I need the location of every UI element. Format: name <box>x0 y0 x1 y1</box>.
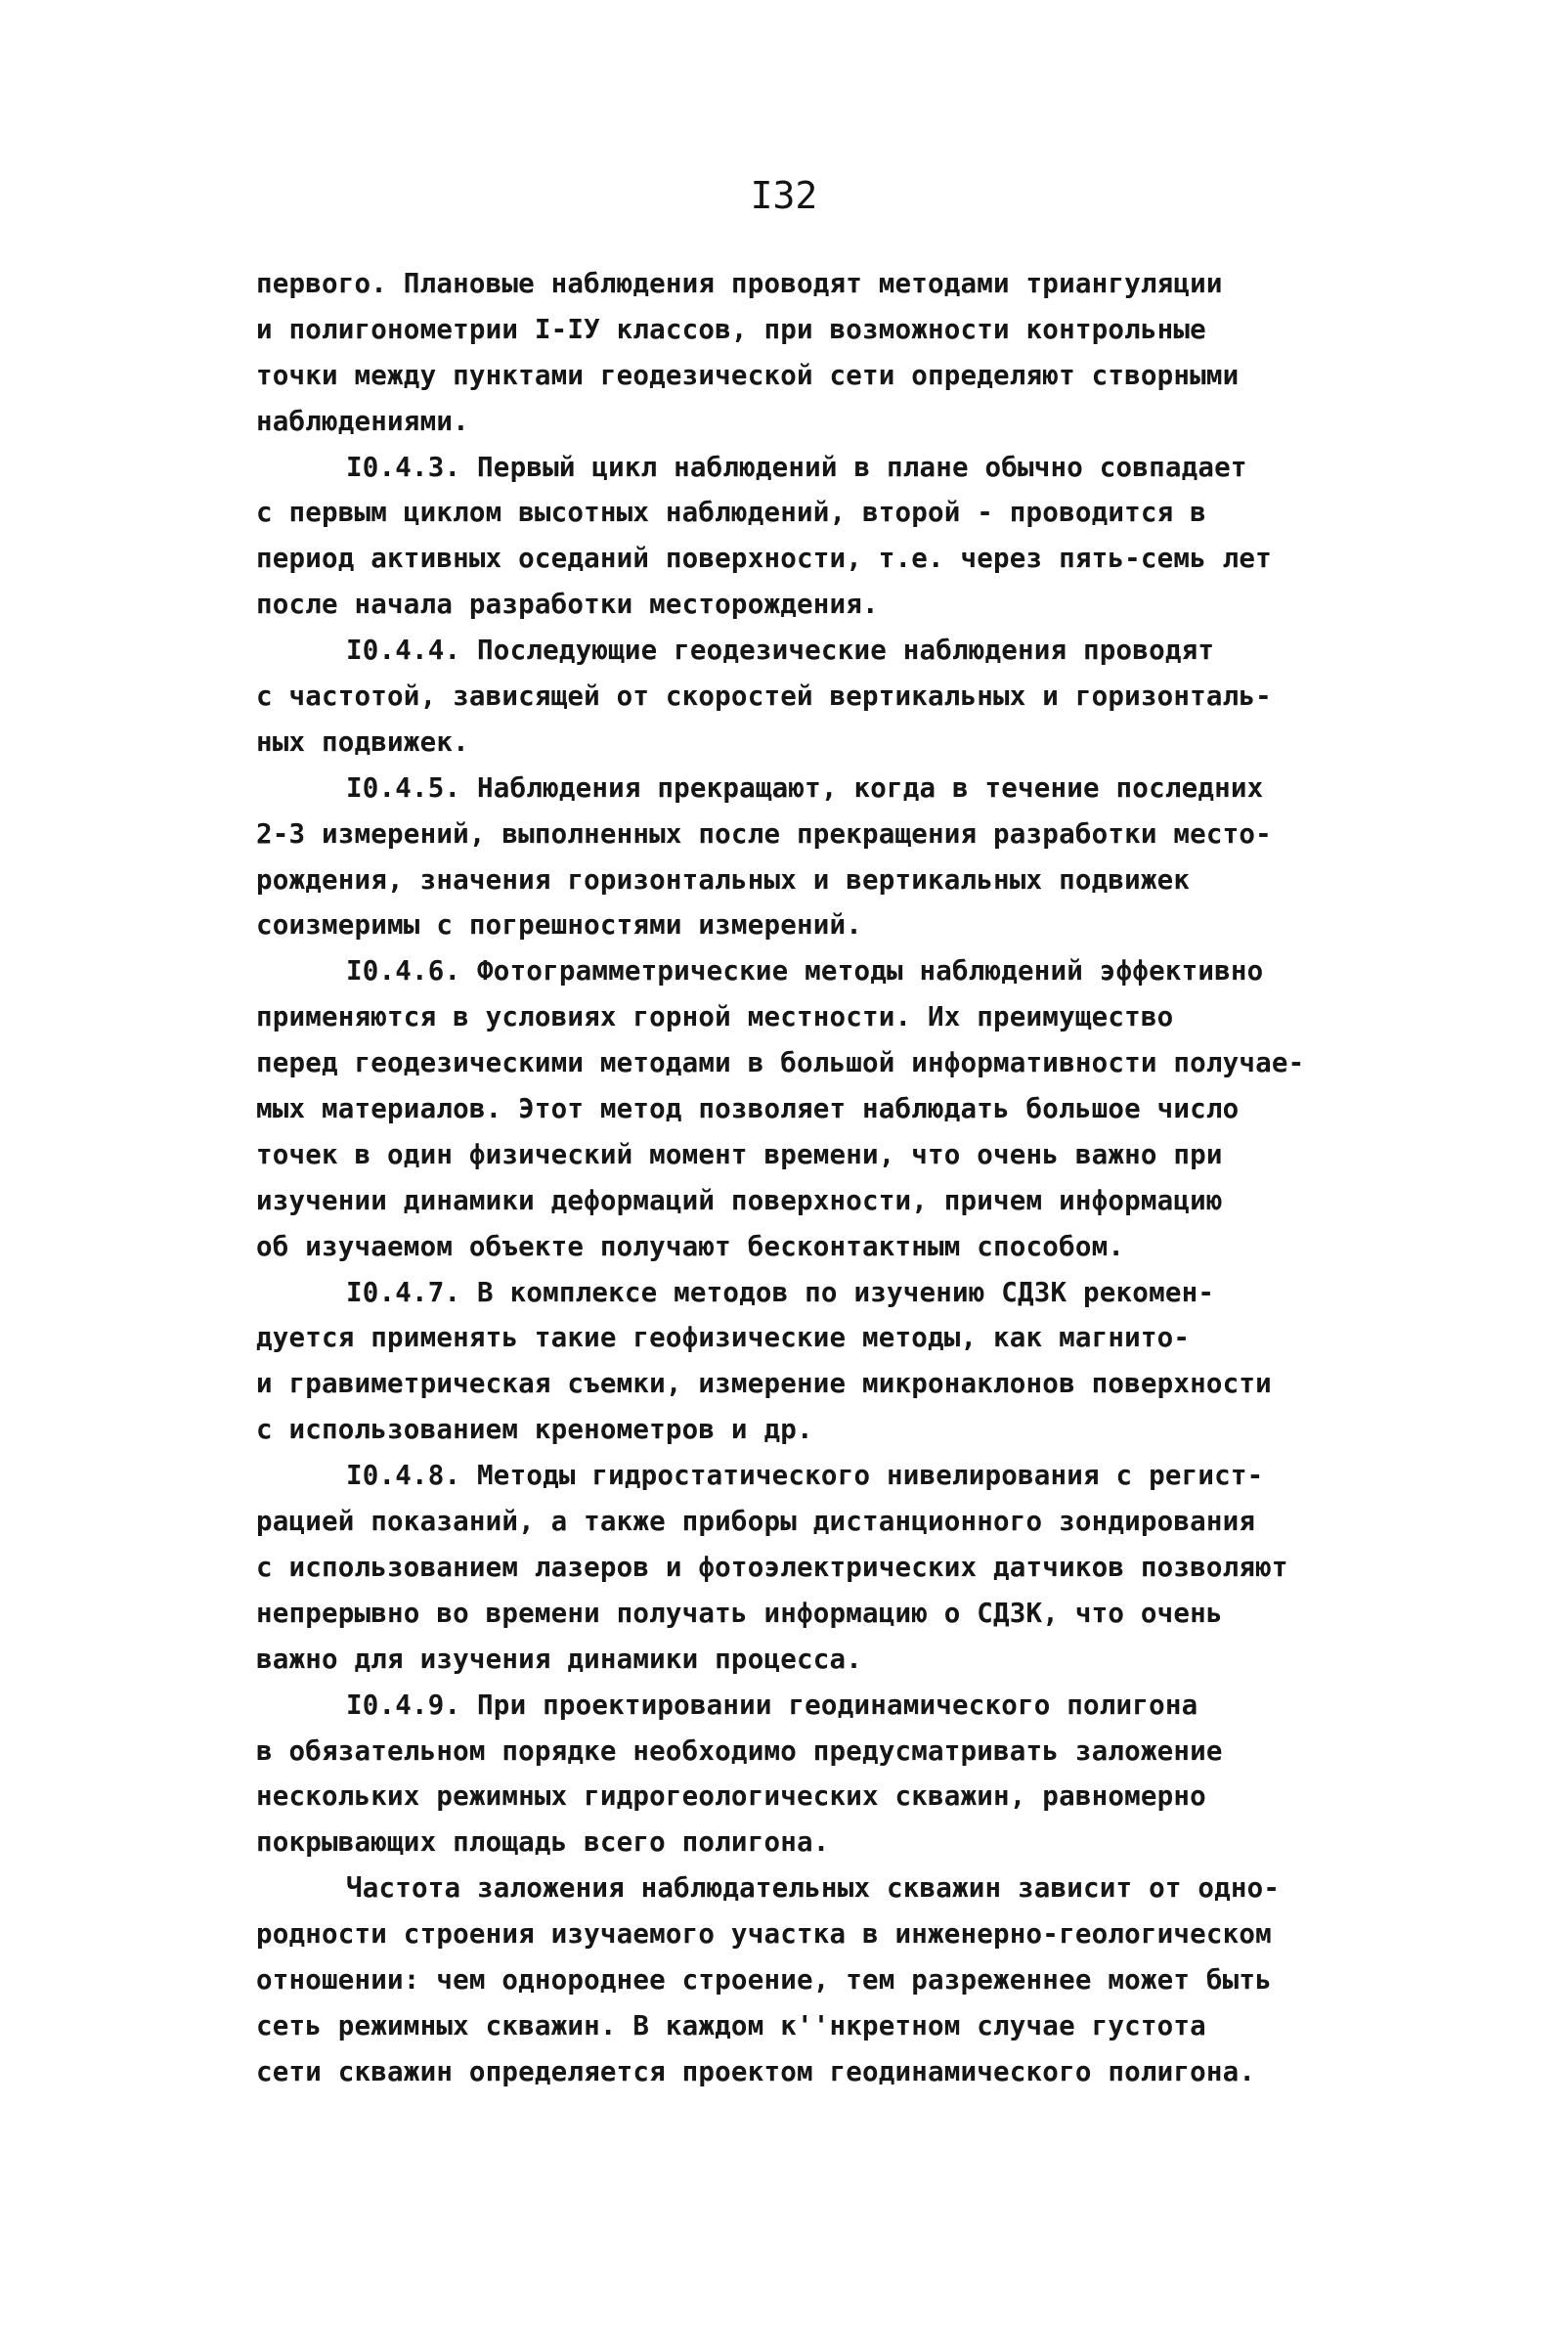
text-line: 2-3 измерений, выполненных после прекращения разработки место- <box>256 817 1272 850</box>
text-line: с частотой, зависящей от скоростей вертикальных и горизонталь- <box>256 680 1272 713</box>
text-line: важно для изучения динамики процесса. <box>256 1643 862 1675</box>
text-line: I0.4.3. Первый цикл наблюдений в плане обычно совпадает <box>346 451 1247 483</box>
text-line: нескольких режимных гидрогеологических скважин, равномерно <box>256 1780 1206 1813</box>
text-line: точки между пунктами геодезической сети определяют створными <box>256 359 1240 391</box>
text-line: соизмеримы с погрешностями измерений. <box>256 909 862 942</box>
text-line: сеть режимных скважин. В каждом к''нкретном случае густота <box>256 2009 1206 2041</box>
text-line: точек в один физический момент времени, что очень важно при <box>256 1138 1223 1170</box>
text-line: непрерывно во времени получать информацию о СДЗК, что очень <box>256 1597 1223 1629</box>
text-line: первого. Плановые наблюдения проводят методами триангуляции <box>256 268 1223 299</box>
text-line: I0.4.9. При проектировании геодинамического полигона <box>346 1689 1198 1721</box>
text-line: рождения, значения горизонтальных и вертикальных подвижек <box>256 863 1191 896</box>
text-line: I0.4.4. Последующие геодезические наблюдения проводят <box>346 635 1215 667</box>
text-line: рацией показаний, а также приборы дистанционного зондирования <box>256 1506 1256 1538</box>
text-line: I0.4.5. Наблюдения прекращают, когда в течение последних <box>346 771 1264 804</box>
text-line: покрывающих площадь всего полигона. <box>256 1826 830 1859</box>
page-number: I32 <box>750 174 818 217</box>
text-line: I0.4.7. В комплексе методов по изучению СДЗК рекомен- <box>346 1276 1215 1308</box>
text-line: в обязательном порядке необходимо предусматривать заложение <box>256 1734 1223 1767</box>
text-line: изучении динамики деформаций поверхности, причем информацию <box>256 1184 1223 1216</box>
text-line: отношении: чем однороднее строение, тем разреженнее может быть <box>256 1963 1272 1996</box>
text-line: перед геодезическими методами в большой информативности получае- <box>256 1047 1305 1079</box>
text-line: наблюдениями. <box>256 405 469 437</box>
text-line: с использованием кренометров и др. <box>256 1414 813 1446</box>
text-line: после начала разработки месторождения. <box>256 589 879 621</box>
text-line: применяются в условиях горной местности. Их преимущество <box>256 1001 1174 1033</box>
text-line: и гравиметрическая съемки, измерение микронаклонов поверхности <box>256 1368 1272 1400</box>
text-line: сети скважин определяется проектом геодинамического полигона. <box>256 2055 1256 2087</box>
text-line: ных подвижек. <box>256 725 469 758</box>
text-line: дуется применять такие геофизические методы, как магнито- <box>256 1322 1191 1354</box>
text-line: с первым циклом высотных наблюдений, второй - проводится в <box>256 497 1206 529</box>
text-line: период активных оседаний поверхности, т.е. через пять-семь лет <box>256 543 1272 575</box>
text-line: родности строения изучаемого участка в инженерно-геологическом <box>256 1918 1272 1951</box>
text-line: мых материалов. Этот метод позволяет наблюдать большое число <box>256 1093 1240 1125</box>
body-text <box>256 261 1459 2095</box>
text-line: об изучаемом объекте получают бесконтактным способом. <box>256 1230 1125 1262</box>
text-line: I0.4.6. Фотограмметрические методы наблюдений эффективно <box>346 955 1264 987</box>
text-line: Частота заложения наблюдательных скважин зависит от одно- <box>346 1872 1281 1905</box>
text-line: с использованием лазеров и фотоэлектрических датчиков позволяют <box>256 1551 1288 1583</box>
text-line: и полигонометрии I-IУ классов, при возможности контрольные <box>256 313 1206 345</box>
text-line: I0.4.8. Методы гидростатического нивелирования с регист- <box>346 1460 1264 1492</box>
